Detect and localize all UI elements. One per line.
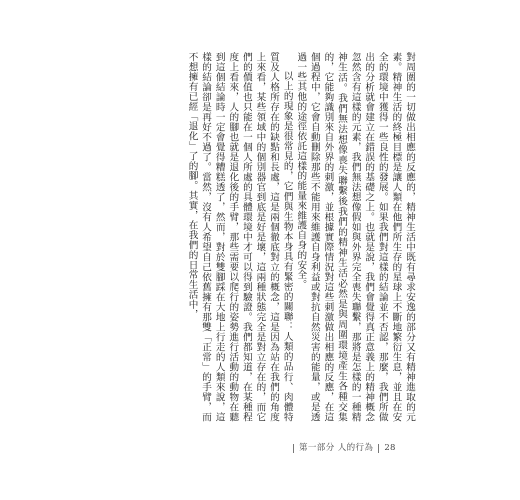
running-footer-section: 第一部分 人的行為: [299, 443, 374, 453]
page-number: 28: [384, 443, 396, 453]
page-footer: [288, 441, 408, 455]
footer-divider: [293, 444, 294, 453]
footer-divider: [378, 444, 379, 453]
body-text: [118, 52, 416, 422]
paragraph-1: 對周圍的一切做出相應的反應的，精神生活中既有尋求安逸的部分又有精神進取的元素。精神生活的終極目標是讓人類在他們所生存的星球上不斷地繁衍生息，並且在安全的環境中獲得一些良性的發展。如果我們對這樣的結論並不否認，那麼，我們所做出的分析就會建立在錯誤的基礎之上。也就是說，我們會覺得真正意義上的精神概念忽然含有這樣的元素，我們無法想像假如與外界完全喪失聯繫，那將是怎樣的一種精神生活。我們無法想像喪失聯繫後我們的精神生活必然是與周圍環境產生各種交集的，它能夠識別來自外界的刺激，並根據實際情況對這些刺激做出相應的反應，在這個過程中，它會自動刪除那些不能用來維護自身利益或對抗自然災害的能量，或是透過一些其他的途徑依託這樣的能量來維護自身的安全。: [295, 52, 415, 422]
paragraph-2: 以上的現象是很常見的，它們與生物本身具有緊密的關聯：人類的品行、肉體特質及人格所存在的缺點和長處，這是兩個徹底對立的概念，這是因為站在我們的角度上來看，某些領域中的個別器官到底是好是壞，這兩種狀態完全是對立存在的，而它們的價值也只能在一個人所處的具體環境中才可以得到驗證。我們都知道，在某種程度上看來，人的腳也就是退化後的手臂，那些需要以爬行的姿勢進行活動的動物在聽到這個結論時一定會覺得糟糕透了，然而，對於雙腳踩在大地上行走的人類來說，這樣的結論卻是再好不過了。當然，沒有人希望自己依舊擁有那雙「正常」的手臂，而不想擁有已經「退化」了的腳。其實，在我們的日常生活中，: [186, 52, 293, 422]
